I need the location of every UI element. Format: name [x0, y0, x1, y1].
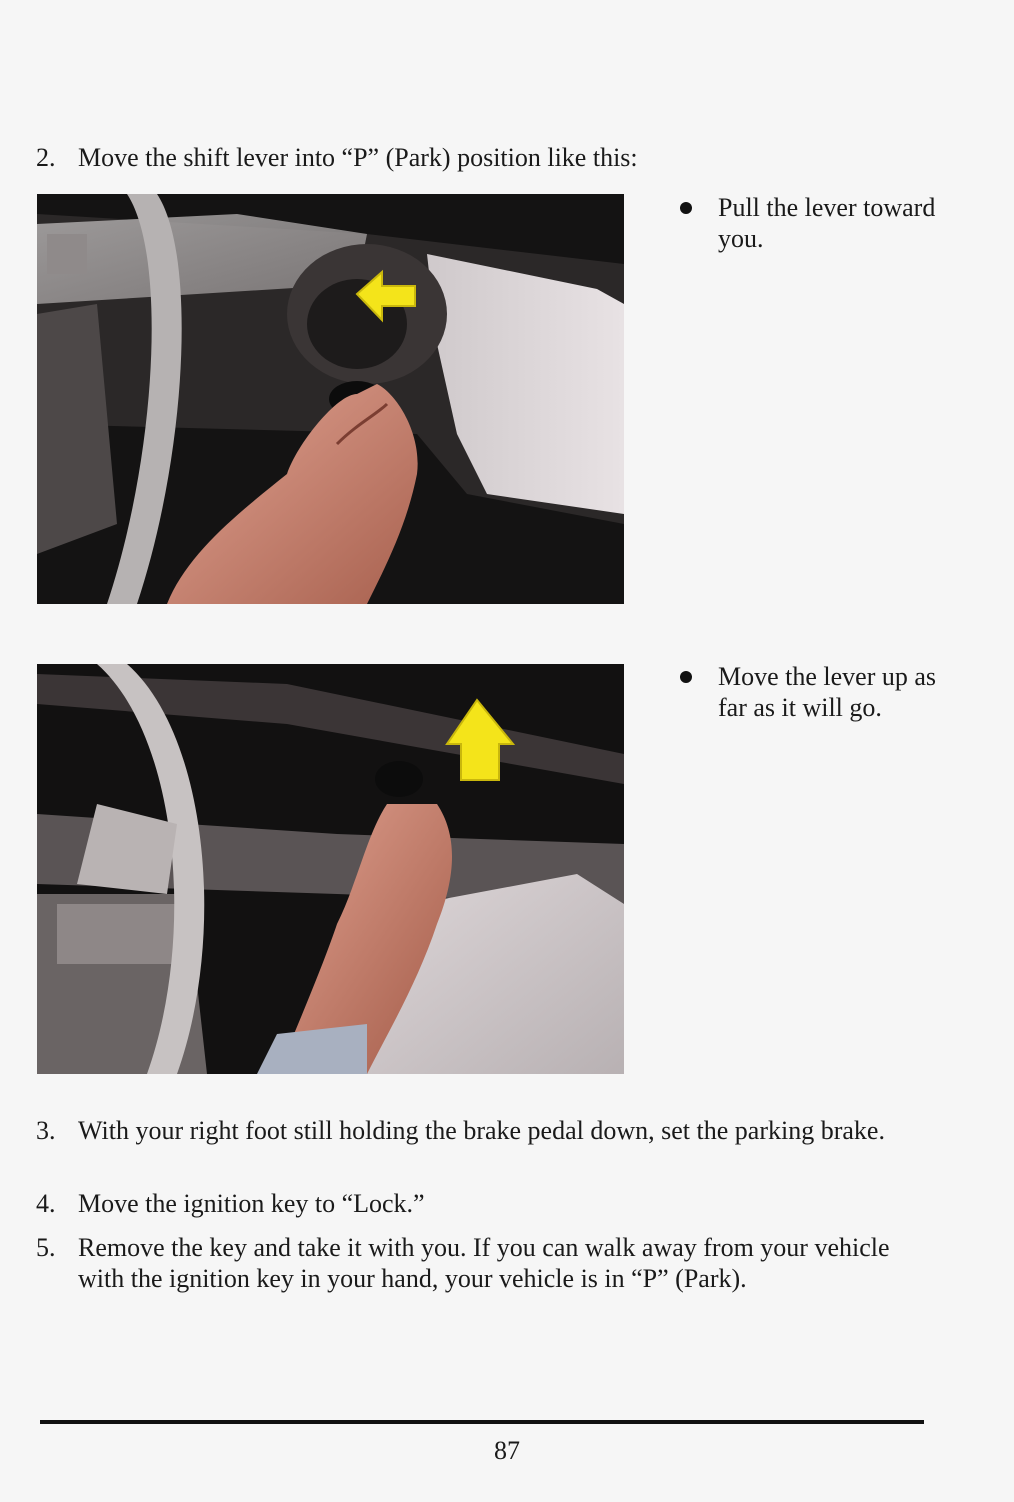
bullet-text: Move the lever up as far as it will go. [718, 662, 937, 722]
photo-pull-lever [37, 194, 624, 604]
footer-rule [40, 1420, 924, 1424]
step-number: 5. [36, 1233, 56, 1262]
photo-move-lever-up [37, 664, 624, 1074]
bullet-move-lever-up [680, 661, 940, 723]
step-5 [36, 1232, 916, 1294]
page-number: 87 [494, 1436, 520, 1465]
step-number: 3. [36, 1116, 56, 1145]
step-text: Move the ignition key to “Lock.” [78, 1189, 425, 1218]
bullet-icon [680, 671, 692, 683]
step-number: 2. [36, 143, 56, 172]
step-3 [36, 1115, 916, 1146]
step-4 [36, 1188, 916, 1219]
step-2 [36, 142, 916, 173]
step-text: Remove the key and take it with you. If you can walk away from your vehicle with the ignition key in your hand, your vehicle is in “P” (Park). [78, 1233, 890, 1293]
bullet-icon [680, 202, 692, 214]
bullet-pull-lever [680, 192, 940, 254]
step-text: Move the shift lever into “P” (Park) position like this: [78, 143, 638, 172]
bullet-text: Pull the lever toward you. [718, 193, 936, 253]
step-number: 4. [36, 1189, 56, 1218]
step-text: With your right foot still holding the brake pedal down, set the parking brake. [78, 1116, 885, 1145]
